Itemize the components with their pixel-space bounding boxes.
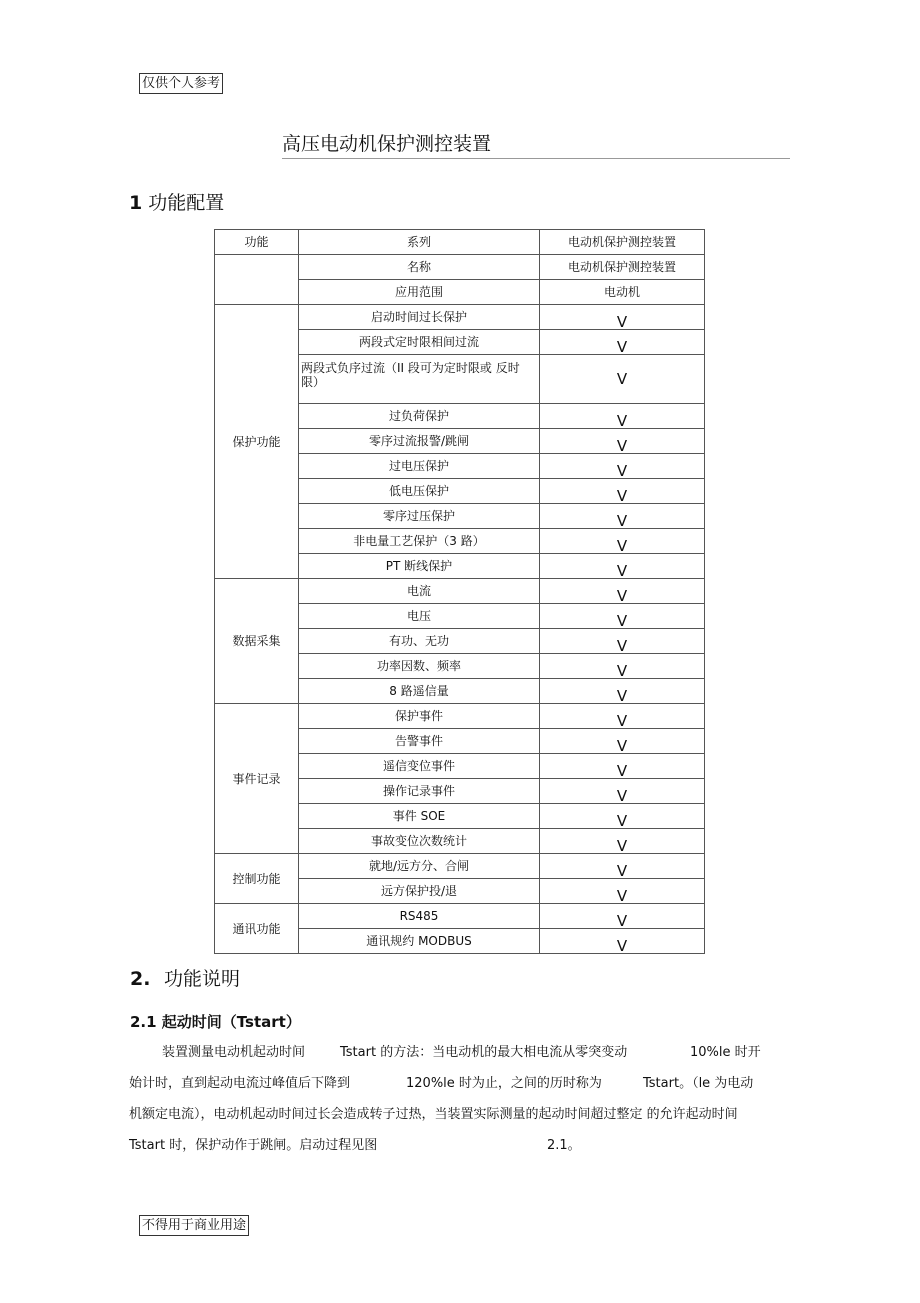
check-mark: V <box>540 704 705 729</box>
section-2-number: 2. <box>130 968 151 990</box>
document-title: 高压电动机保护测控装置 <box>282 131 790 159</box>
check-mark: V <box>540 429 705 454</box>
table-header-row <box>215 230 705 255</box>
feature-label: 告警事件 <box>299 729 540 754</box>
footer-note: 不得用于商业用途 <box>139 1215 249 1236</box>
paragraph-line-2 <box>129 1075 769 1093</box>
feature-label: 两段式负序过流（II 段可为定时限或 反时限） <box>299 355 540 404</box>
group-label: 通讯功能 <box>215 904 299 954</box>
feature-label: 通讯规约 MODBUS <box>299 929 540 954</box>
check-mark: V <box>540 629 705 654</box>
meta-label: 应用范围 <box>299 280 540 305</box>
table-row <box>215 854 705 879</box>
check-mark: V <box>540 729 705 754</box>
check-mark: V <box>540 579 705 604</box>
feature-label: 功率因数、频率 <box>299 654 540 679</box>
check-mark: V <box>540 504 705 529</box>
paragraph-text: 2.1。 <box>547 1138 581 1153</box>
header-series: 系列 <box>299 230 540 255</box>
group-label: 控制功能 <box>215 854 299 904</box>
paragraph-line-4 <box>129 1137 769 1155</box>
check-mark: V <box>540 879 705 904</box>
paragraph-text: 10%le 时开 <box>690 1045 761 1060</box>
check-mark: V <box>540 529 705 554</box>
feature-label: 电压 <box>299 604 540 629</box>
meta-value: 电动机保护测控装置 <box>540 255 705 280</box>
section-1-heading <box>129 190 224 216</box>
check-mark: V <box>540 330 705 355</box>
feature-label: 电流 <box>299 579 540 604</box>
paragraph-text: 始计时，直到起动电流过峰值后下降到 <box>129 1076 351 1091</box>
feature-label: 启动时间过长保护 <box>299 305 540 330</box>
check-mark: V <box>540 904 705 929</box>
meta-value: 电动机 <box>540 280 705 305</box>
check-mark: V <box>540 454 705 479</box>
section-2-heading <box>130 966 240 992</box>
empty-cell <box>215 255 299 305</box>
function-config-table <box>214 229 705 954</box>
feature-label: 操作记录事件 <box>299 779 540 804</box>
table-row <box>215 704 705 729</box>
section-2-1-heading: 2.1 起动时间（Tstart） <box>130 1013 301 1031</box>
check-mark: V <box>540 754 705 779</box>
feature-label: 8 路遥信量 <box>299 679 540 704</box>
check-mark: V <box>540 404 705 429</box>
check-mark: V <box>540 804 705 829</box>
feature-label: 有功、无功 <box>299 629 540 654</box>
section-1-number: 1 <box>129 192 143 214</box>
feature-label: 远方保护投/退 <box>299 879 540 904</box>
check-mark: V <box>540 929 705 954</box>
paragraph-line-1 <box>129 1044 769 1062</box>
table-row <box>215 305 705 330</box>
check-mark: V <box>540 654 705 679</box>
section-1-title: 功能配置 <box>148 192 225 214</box>
check-mark: V <box>540 355 705 404</box>
check-mark: V <box>540 305 705 330</box>
check-mark: V <box>540 479 705 504</box>
check-mark: V <box>540 779 705 804</box>
paragraph-text: 机额定电流），电动机起动时间过长会造成转子过热，当装置实际测量的起动时间超过整定 的允许起动时间 <box>129 1107 738 1122</box>
section-2-title: 功能说明 <box>164 968 241 990</box>
check-mark: V <box>540 554 705 579</box>
feature-label: 低电压保护 <box>299 479 540 504</box>
meta-label: 名称 <box>299 255 540 280</box>
check-mark: V <box>540 854 705 879</box>
feature-label: PT 断线保护 <box>299 554 540 579</box>
table-row <box>215 579 705 604</box>
feature-label: 过电压保护 <box>299 454 540 479</box>
header-device: 电动机保护测控装置 <box>540 230 705 255</box>
feature-label: 事件 SOE <box>299 804 540 829</box>
feature-label: 零序过压保护 <box>299 504 540 529</box>
group-label: 事件记录 <box>215 704 299 854</box>
paragraph-text: Tstart。（le 为电动 <box>643 1076 754 1091</box>
feature-label: 两段式定时限相间过流 <box>299 330 540 355</box>
feature-label: 非电量工艺保护（3 路） <box>299 529 540 554</box>
feature-label: 事故变位次数统计 <box>299 829 540 854</box>
header-note: 仅供个人参考 <box>139 73 223 94</box>
header-function: 功能 <box>215 230 299 255</box>
paragraph-line-3 <box>129 1106 769 1124</box>
check-mark: V <box>540 679 705 704</box>
paragraph-text: Tstart 时，保护动作于跳闸。启动过程见图 <box>129 1138 378 1153</box>
feature-label: 保护事件 <box>299 704 540 729</box>
feature-label: 零序过流报警/跳闸 <box>299 429 540 454</box>
group-label: 保护功能 <box>215 305 299 579</box>
paragraph-text: 装置测量电动机起动时间 <box>162 1045 306 1060</box>
feature-label: 过负荷保护 <box>299 404 540 429</box>
feature-label: 就地/远方分、合闸 <box>299 854 540 879</box>
feature-label: RS485 <box>299 904 540 929</box>
check-mark: V <box>540 604 705 629</box>
paragraph-text: Tstart 的方法：当电动机的最大相电流从零突变动 <box>340 1045 628 1060</box>
group-label: 数据采集 <box>215 579 299 704</box>
table-row <box>215 255 705 280</box>
paragraph-text: 120%le 时为止，之间的历时称为 <box>406 1076 602 1091</box>
table-row <box>215 904 705 929</box>
feature-label: 遥信变位事件 <box>299 754 540 779</box>
check-mark: V <box>540 829 705 854</box>
